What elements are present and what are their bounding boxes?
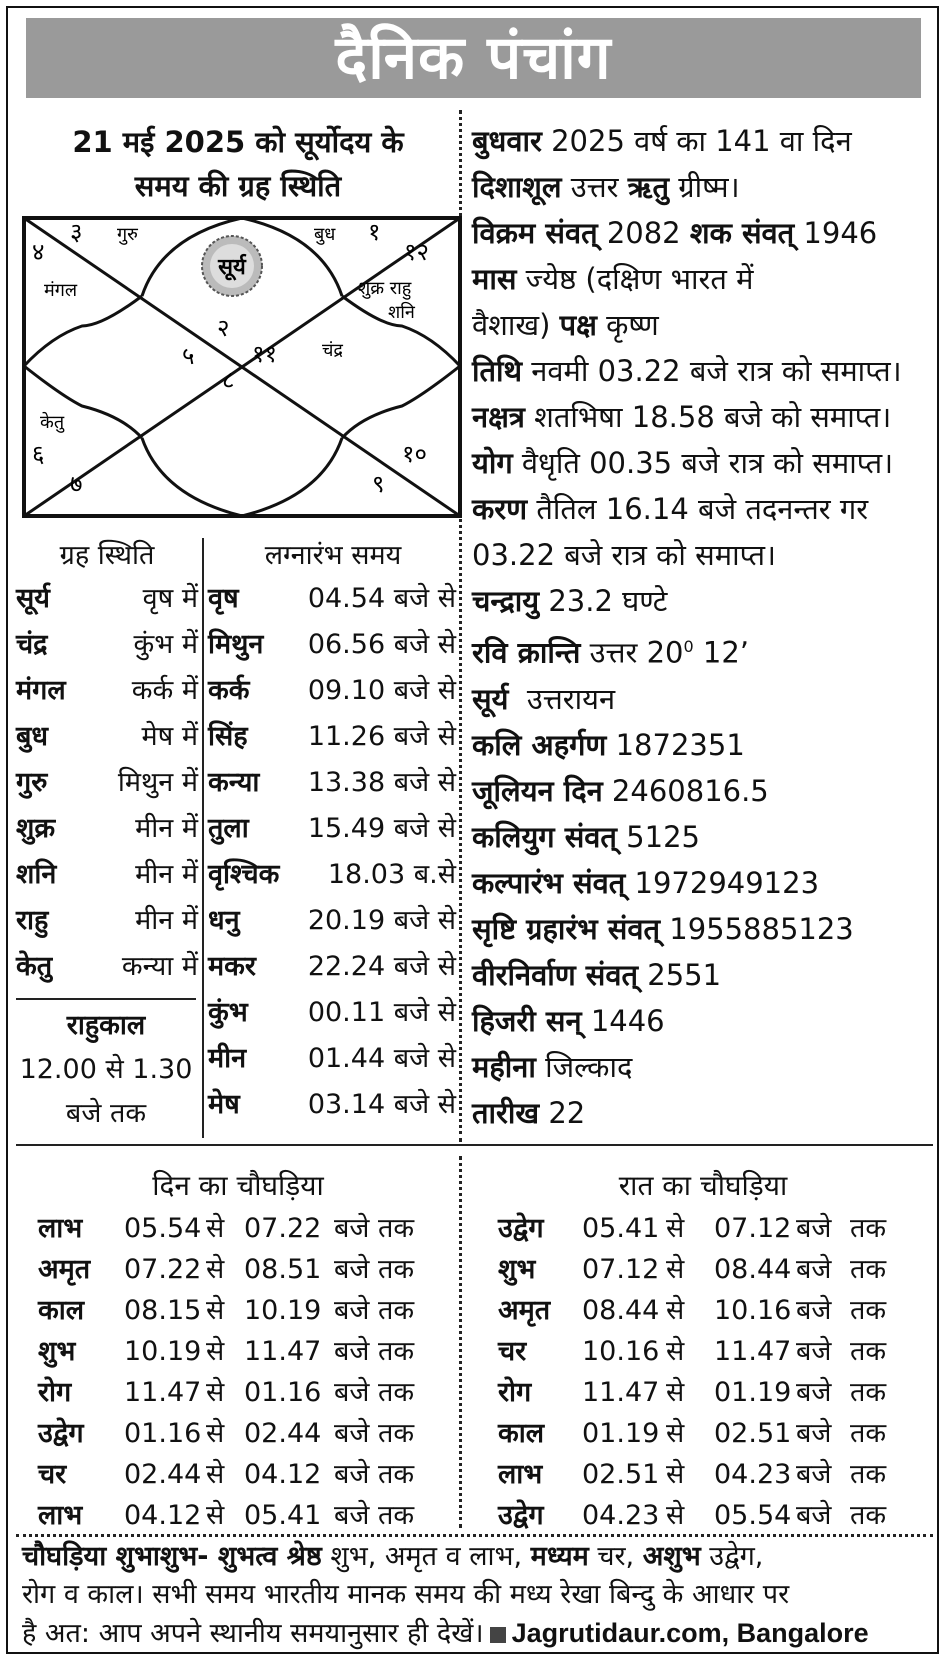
choghadiya-from: 10.16 (582, 1336, 660, 1367)
choghadiya-name: काल (38, 1295, 85, 1326)
choghadiya-se: से (666, 1377, 685, 1408)
graha-row (12, 668, 202, 714)
day-choghadiya (28, 1164, 448, 1536)
info-surya: सूर्य उत्तरायन (472, 681, 616, 716)
footer-line3: है अत: आप अपने स्थानीय समयानुसार ही देखें। Jagrutidaur.com, Bangalore (22, 1618, 869, 1649)
choghadiya-tak: बजे तक (334, 1295, 415, 1326)
choghadiya-from: 05.41 (582, 1213, 660, 1244)
rahukal-heading: राहुकाल (66, 1010, 146, 1041)
house-3: ३ (70, 218, 83, 246)
choghadiya-to: 02.44 (244, 1418, 322, 1449)
info-paksha: वैशाख) पक्ष कृष्ण (472, 308, 659, 342)
graha-name: शनि (16, 859, 57, 890)
choghadiya-row (28, 1290, 448, 1331)
house-1: १ (368, 218, 381, 246)
choghadiya-to: 05.54 (714, 1500, 792, 1531)
lagna-row (208, 576, 458, 622)
choghadiya-se: से (666, 1336, 685, 1367)
lagna-time: 01.44 बजे से (307, 1043, 456, 1074)
graha-name: गुरु (16, 767, 48, 798)
choghadiya-tak: बजे तक (796, 1254, 887, 1285)
petal-left-top (24, 296, 142, 366)
choghadiya-tak: बजे तक (334, 1213, 415, 1244)
choghadiya-tak: बजे तक (334, 1418, 415, 1449)
choghadiya-row (488, 1372, 918, 1413)
graha-name: शुक्र (16, 813, 56, 844)
lagna-row (208, 1036, 458, 1082)
petal-right-bottom (342, 366, 460, 438)
sun-label: सूर्य (218, 255, 246, 280)
info-nakshatra: नक्षत्र शतभिषा 18.58 बजे को समाप्त। (472, 400, 892, 434)
planet-guru: गुरु (117, 224, 138, 245)
choghadiya-name: उद्वेग (498, 1213, 544, 1244)
choghadiya-row (28, 1454, 448, 1495)
lagna-time: 18.03 ब.से (327, 859, 456, 890)
lagna-row (208, 898, 458, 944)
vertical-divider-lower (459, 1156, 462, 1528)
graha-rashi: मीन में (135, 859, 198, 890)
choghadiya-to: 07.22 (244, 1213, 322, 1244)
footer-note (22, 1538, 929, 1653)
choghadiya-tak: बजे तक (796, 1500, 887, 1531)
choghadiya-from: 07.12 (582, 1254, 660, 1285)
house-5: ५ (182, 342, 195, 370)
graha-row (12, 714, 202, 760)
choghadiya-row (28, 1208, 448, 1249)
choghadiya-se: से (666, 1500, 685, 1531)
lagna-name: मिथुन (208, 629, 264, 660)
house-10: १० (402, 440, 427, 468)
graha-rashi: कर्क में (131, 675, 198, 706)
graha-rashi: कन्या में (121, 951, 198, 982)
choghadiya-name: चर (498, 1336, 527, 1367)
choghadiya-tak: बजे तक (796, 1295, 887, 1326)
graha-rashi: वृष में (142, 583, 198, 614)
choghadiya-to: 08.44 (714, 1254, 792, 1285)
info-tithi: तिथि नवमी 03.22 बजे रात्र को समाप्त। (472, 354, 902, 388)
choghadiya-from: 08.44 (582, 1295, 660, 1326)
choghadiya-row (28, 1413, 448, 1454)
choghadiya-tak: बजे तक (796, 1459, 887, 1490)
lagna-time: 06.56 बजे से (307, 629, 456, 660)
choghadiya-row (488, 1454, 918, 1495)
info-chandrayu: चन्द्रायु 23.2 घण्टे (472, 584, 668, 618)
rahukal (12, 1004, 200, 1136)
house-8: ८ (222, 366, 235, 394)
lagna-heading: लग्नारंभ समय (264, 540, 402, 571)
planet-chandra: चंद्र (322, 340, 343, 361)
choghadiya-to: 02.51 (714, 1418, 792, 1449)
lagna-name: मेष (208, 1089, 240, 1120)
choghadiya-row (488, 1331, 918, 1372)
info-srishti-samvat: सृष्टि ग्रहारंभ संवत् 1955885123 (472, 911, 854, 946)
choghadiya-row (488, 1495, 918, 1536)
horizontal-divider (16, 1144, 933, 1146)
lagna-name: कन्या (208, 767, 260, 798)
choghadiya-to: 01.19 (714, 1377, 792, 1408)
graha-heading: ग्रह स्थिति (59, 540, 155, 571)
choghadiya-to: 04.23 (714, 1459, 792, 1490)
info-kalparambh-samvat: कल्पारंभ संवत् 1972949123 (472, 865, 820, 900)
lagna-name: मीन (208, 1043, 247, 1074)
lagna-row (208, 760, 458, 806)
choghadiya-se: से (666, 1213, 685, 1244)
night-choghadiya (488, 1164, 918, 1536)
planet-mangal: मंगल (44, 280, 78, 301)
planet-budh: बुध (314, 224, 336, 245)
info-veernirvan-samvat: वीरनिर्वाण संवत् 2551 (472, 957, 722, 992)
lagna-name: सिंह (208, 721, 248, 752)
lagna-name: धनु (208, 905, 240, 936)
lagna-name: वृश्चिक (208, 859, 280, 890)
choghadiya-name: अमृत (38, 1254, 91, 1285)
choghadiya-to: 04.12 (244, 1459, 322, 1490)
source-credit: Jagrutidaur.com, Bangalore (511, 1618, 869, 1648)
lagna-time: 09.10 बजे से (307, 675, 456, 706)
rahukal-suffix: बजे तक (65, 1098, 147, 1129)
choghadiya-from: 01.19 (582, 1418, 660, 1449)
choghadiya-tak: बजे तक (796, 1377, 887, 1408)
choghadiya-row (488, 1413, 918, 1454)
lagna-time: 03.14 बजे से (307, 1089, 456, 1120)
lagna-row (208, 990, 458, 1036)
graha-row (12, 760, 202, 806)
graha-row (12, 852, 202, 898)
choghadiya-from: 11.47 (124, 1377, 202, 1408)
choghadiya-from: 02.51 (582, 1459, 660, 1490)
choghadiya-row (28, 1495, 448, 1536)
choghadiya-tak: बजे तक (796, 1336, 887, 1367)
choghadiya-tak: बजे तक (334, 1377, 415, 1408)
info-maas: मास ज्येष्ठ (दक्षिण भारत में (472, 262, 754, 296)
choghadiya-name: उद्वेग (38, 1418, 84, 1449)
lagna-time: 11.26 बजे से (307, 721, 456, 752)
house-4: ४ (32, 238, 45, 266)
choghadiya-to: 01.16 (244, 1377, 322, 1408)
lagna-name: कर्क (208, 675, 250, 706)
choghadiya-from: 10.19 (124, 1336, 202, 1367)
day-choghadiya-heading: दिन का चौघड़िया (152, 1169, 324, 1202)
choghadiya-row (488, 1249, 918, 1290)
info-karan-cont: 03.22 बजे रात्र को समाप्त। (472, 538, 777, 572)
info-mahina: महीना जिल्काद (472, 1049, 633, 1084)
info-yog: योग वैधृति 00.35 बजे रात्र को समाप्त। (472, 446, 894, 480)
choghadiya-row (488, 1290, 918, 1331)
house-2: २ (217, 314, 230, 342)
choghadiya-from: 08.15 (124, 1295, 202, 1326)
choghadiya-name: शुभ (38, 1336, 76, 1367)
house-12: १२ (404, 238, 429, 266)
choghadiya-from: 05.54 (124, 1213, 202, 1244)
choghadiya-tak: बजे तक (796, 1213, 887, 1244)
choghadiya-row (28, 1331, 448, 1372)
lagna-name: कुंभ (208, 997, 248, 1028)
petal-bottom (142, 438, 342, 516)
choghadiya-name: काल (498, 1418, 545, 1449)
house-9: ९ (372, 470, 385, 498)
chart-heading-line1: 21 मई 2025 को सूर्योदय के (72, 125, 404, 159)
graha-row (12, 898, 202, 944)
choghadiya-from: 07.22 (124, 1254, 202, 1285)
lagna-time: 00.11 बजे से (307, 997, 456, 1028)
lagna-row (208, 622, 458, 668)
graha-row (12, 576, 202, 622)
choghadiya-tak: बजे तक (334, 1254, 415, 1285)
panchang-info (472, 118, 934, 1136)
choghadiya-se: से (206, 1500, 225, 1531)
choghadiya-name: रोग (38, 1377, 72, 1408)
chart-heading-line2: समय की ग्रह स्थिति (134, 169, 342, 203)
lagna-row (208, 668, 458, 714)
lagna-name: वृष (208, 583, 239, 614)
choghadiya-to: 11.47 (714, 1336, 792, 1367)
lagna-row (208, 714, 458, 760)
graha-name: बुध (16, 721, 49, 752)
choghadiya-se: से (206, 1213, 225, 1244)
info-weekday: बुधवार 2025 वर्ष का 141 वा दिन (472, 124, 852, 158)
graha-row (12, 806, 202, 852)
lagna-name: मकर (208, 951, 256, 982)
choghadiya-to: 11.47 (244, 1336, 322, 1367)
kundli-chart (22, 216, 462, 518)
choghadiya-name: लाभ (498, 1459, 543, 1490)
choghadiya-se: से (206, 1336, 225, 1367)
rahukal-time: 12.00 से 1.30 (19, 1054, 193, 1085)
rahukal-divider (16, 998, 196, 1000)
choghadiya-tak: बजे तक (334, 1459, 415, 1490)
choghadiya-from: 02.44 (124, 1459, 202, 1490)
lagnarambh-samay (208, 536, 458, 1128)
info-tarikh: तारीख 22 (472, 1095, 586, 1130)
choghadiya-to: 10.19 (244, 1295, 322, 1326)
graha-name: राहु (16, 905, 49, 936)
planet-ketu: केतु (40, 412, 65, 433)
graha-rashi: मीन में (135, 905, 198, 936)
choghadiya-tak: बजे तक (334, 1336, 415, 1367)
graha-name: मंगल (16, 675, 66, 706)
house-6: ६ (32, 440, 45, 468)
footer-line1: चौघड़िया शुभाशुभ- शुभत्व श्रेष्ठ शुभ, अमृत व लाभ, मध्यम चर, अशुभ उद्वेग, (22, 1541, 764, 1572)
lagna-time: 22.24 बजे से (307, 951, 456, 982)
page-title: दैनिक पंचांग (26, 18, 921, 98)
info-karan: करण तैतिल 16.14 बजे तदनन्तर गर (472, 492, 869, 526)
planet-shukra-rahu: शुक्र राहु (358, 278, 412, 299)
chart-heading (28, 120, 448, 208)
lagna-time: 15.49 बजे से (307, 813, 456, 844)
choghadiya-to: 10.16 (714, 1295, 792, 1326)
graha-rashi: मीन में (135, 813, 198, 844)
choghadiya-from: 04.23 (582, 1500, 660, 1531)
choghadiya-name: रोग (498, 1377, 532, 1408)
panchang-page (6, 6, 939, 1654)
info-julian-day: जूलियन दिन 2460816.5 (472, 773, 769, 808)
choghadiya-se: से (666, 1418, 685, 1449)
choghadiya-name: उद्वेग (498, 1500, 544, 1531)
choghadiya-row (28, 1372, 448, 1413)
choghadiya-se: से (666, 1295, 685, 1326)
lagna-time: 04.54 बजे से (307, 583, 456, 614)
house-11: ११ (252, 340, 277, 368)
graha-rashi: मेष में (141, 721, 198, 752)
choghadiya-name: शुभ (498, 1254, 536, 1285)
choghadiya-tak: बजे तक (796, 1418, 887, 1449)
square-bullet-icon (490, 1627, 506, 1643)
info-hijri: हिजरी सन् 1446 (472, 1003, 665, 1038)
choghadiya-from: 01.16 (124, 1418, 202, 1449)
choghadiya-to: 05.41 (244, 1500, 322, 1531)
graha-row (12, 622, 202, 668)
choghadiya-row (28, 1249, 448, 1290)
graha-row (12, 944, 202, 990)
house-7: ७ (70, 470, 83, 498)
choghadiya-se: से (666, 1254, 685, 1285)
info-kaliyug-samvat: कलियुग संवत् 5125 (472, 819, 700, 854)
graha-rashi: कुंभ में (133, 629, 198, 660)
choghadiya-se: से (206, 1418, 225, 1449)
choghadiya-name: अमृत (498, 1295, 551, 1326)
info-samvat: विक्रम संवत् 2082 शक संवत् 1946 (472, 216, 878, 250)
graha-name: सूर्य (16, 583, 50, 614)
choghadiya-name: लाभ (38, 1500, 83, 1531)
choghadiya-row (488, 1208, 918, 1249)
info-kali-ahargan: कलि अहर्गण 1872351 (472, 727, 745, 762)
choghadiya-tak: बजे तक (334, 1500, 415, 1531)
graha-rashi: मिथुन में (117, 767, 198, 798)
graha-name: केतु (16, 951, 53, 982)
lagna-row (208, 1082, 458, 1128)
choghadiya-to: 07.12 (714, 1213, 792, 1244)
lagna-row (208, 944, 458, 990)
lagna-time: 13.38 बजे से (307, 767, 456, 798)
lagna-row (208, 852, 458, 898)
planet-shani: शनि (388, 302, 415, 323)
graha-sthiti (12, 536, 202, 990)
choghadiya-se: से (206, 1254, 225, 1285)
lagna-row (208, 806, 458, 852)
choghadiya-se: से (206, 1377, 225, 1408)
graha-name: चंद्र (16, 629, 48, 660)
choghadiya-to: 08.51 (244, 1254, 322, 1285)
choghadiya-se: से (666, 1459, 685, 1490)
choghadiya-se: से (206, 1295, 225, 1326)
choghadiya-name: लाभ (38, 1213, 83, 1244)
info-ravi-kranti: रवि क्रान्ति उत्तर $20^0$ 12’ (472, 635, 750, 670)
lagna-time: 20.19 बजे से (307, 905, 456, 936)
choghadiya-se: से (206, 1459, 225, 1490)
column-separator (202, 538, 204, 1138)
choghadiya-from: 11.47 (582, 1377, 660, 1408)
footer-line2: रोग व काल। सभी समय भारतीय मानक समय की मध्य रेखा बिन्दु के आधार पर (22, 1579, 790, 1610)
night-choghadiya-heading: रात का चौघड़िया (618, 1169, 788, 1202)
info-dishashool: दिशाशूल उत्तर ऋतु ग्रीष्म। (472, 170, 740, 204)
choghadiya-from: 04.12 (124, 1500, 202, 1531)
choghadiya-name: चर (38, 1459, 67, 1490)
lagna-name: तुला (208, 813, 249, 844)
